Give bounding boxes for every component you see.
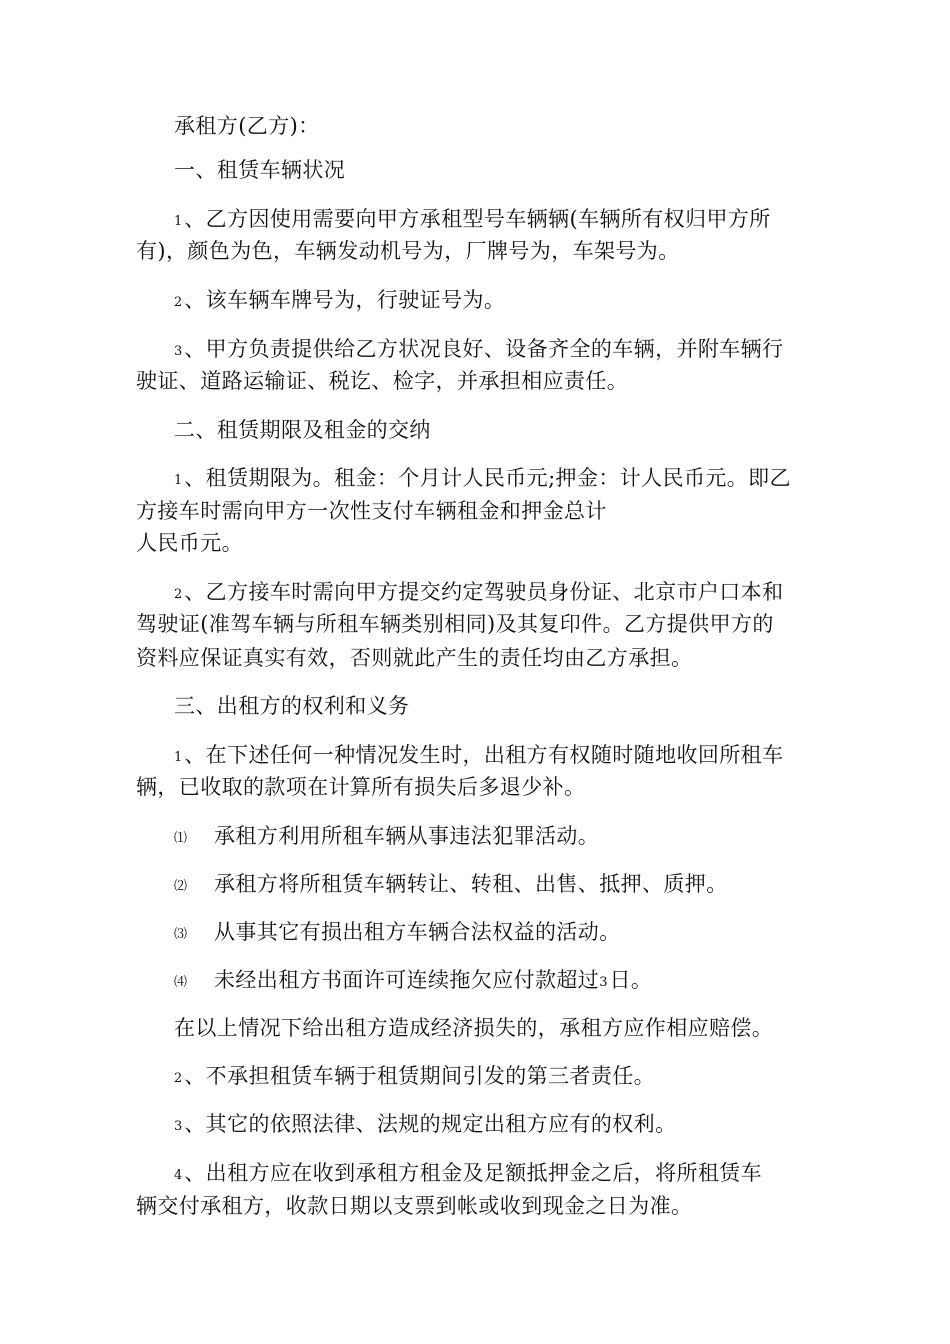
s3-summary: 在以上情况下给出租方造成经济损失的，承租方应作相应赔偿。 <box>174 1016 774 1040</box>
section-2-title: 二、租赁期限及租金的交纳 <box>174 418 431 442</box>
s3-item-3 <box>174 918 621 949</box>
s3-item-3-marker: ⑶ <box>174 927 188 942</box>
s3-item-1-text: 承租方利用所租车辆从事违法犯罪活动。 <box>214 824 600 848</box>
s3-p2-line-1 <box>174 1062 655 1093</box>
s2-p2-number: 2 <box>174 587 183 602</box>
s1-p1-text-1: 、乙方因使用需要向甲方承租型号车辆辆(车辆所有权归甲方所 <box>184 207 771 231</box>
s1-p3-text-1: 、甲方负责提供给乙方状况良好、设备齐全的车辆，并附车辆行 <box>184 337 784 361</box>
s3-p3-number: 3 <box>174 1119 183 1134</box>
s2-p1-line-3: 人民币元。 <box>136 531 243 555</box>
s3-item-4-tail: 日。 <box>609 968 653 992</box>
s3-item-1-marker: ⑴ <box>174 831 188 846</box>
s1-p1-number: 1 <box>174 214 183 229</box>
s3-item-3-text: 从事其它有损出租方车辆合法权益的活动。 <box>214 920 621 944</box>
s1-p2-line-1 <box>174 286 505 317</box>
s1-p3-line-2: 驶证、道路运输证、税讫、检字，并承担相应责任。 <box>136 369 629 393</box>
s3-p2-number: 2 <box>174 1071 183 1086</box>
s2-p1-text-1: 、租赁期限为。租金：个月计人民币元;押金：计人民币元。即乙 <box>184 466 791 490</box>
s1-p2-text-1: 、该车辆车牌号为，行驶证号为。 <box>184 288 506 312</box>
s3-item-4 <box>174 966 652 997</box>
s2-p2-line-3: 资料应保证真实有效，否则就此产生的责任均由乙方承担。 <box>136 646 693 670</box>
s3-p1-line-2: 辆，已收取的款项在计算所有损失后多退少补。 <box>136 775 586 799</box>
s2-p2-line-1 <box>174 578 783 609</box>
s3-p3-text-1: 、其它的依照法律、法规的规定出租方应有的权利。 <box>184 1112 677 1136</box>
s1-p1-line-1 <box>174 205 771 236</box>
s3-item-4-text: 未经出租方书面许可连续拖欠应付款超过 <box>214 968 600 992</box>
s3-item-2-marker: ⑵ <box>174 879 188 894</box>
section-1-title: 一、租赁车辆状况 <box>174 158 346 182</box>
s3-p4-text-1: 、出租方应在收到承租方租金及足额抵押金之后，将所租赁车 <box>184 1161 763 1185</box>
s1-p1-line-2: 有)，颜色为色，车辆发动机号为，厂牌号为，车架号为。 <box>136 239 680 263</box>
s3-p3-line-1 <box>174 1110 676 1141</box>
s1-p3-number: 3 <box>174 344 183 359</box>
s2-p1-line-2: 方接车时需向甲方一次性支付车辆租金和押金总计 <box>136 499 607 523</box>
s3-item-2-text: 承租方将所租赁车辆转让、转租、出售、抵押、质押。 <box>214 872 728 896</box>
s3-p1-text-1: 、在下述任何一种情况发生时，出租方有权随时随地收回所租车 <box>184 743 784 767</box>
s3-item-4-number: 3 <box>599 975 608 990</box>
s3-item-1 <box>174 822 599 853</box>
s2-p1-number: 1 <box>174 473 183 488</box>
s3-item-2 <box>174 870 728 901</box>
s3-p2-text-1: 、不承担租赁车辆于租赁期间引发的第三者责任。 <box>184 1064 656 1088</box>
s3-item-4-marker: ⑷ <box>174 975 188 990</box>
s2-p1-line-1 <box>174 464 791 495</box>
s3-p4-number: 4 <box>174 1168 183 1183</box>
s2-p2-text-1: 、乙方接车时需向甲方提交约定驾驶员身份证、北京市户口本和 <box>184 580 784 604</box>
s3-p4-line-1 <box>174 1159 762 1190</box>
section-3-title: 三、出租方的权利和义务 <box>174 694 410 718</box>
lessee-line: 承租方(乙方)： <box>174 114 320 138</box>
s3-p1-number: 1 <box>174 750 183 765</box>
s1-p3-line-1 <box>174 335 783 366</box>
s2-p2-line-2: 驾驶证(准驾车辆与所租车辆类别相同)及其复印件。乙方提供甲方的 <box>136 612 774 636</box>
s1-p2-number: 2 <box>174 295 183 310</box>
s3-p4-line-2: 辆交付承租方，收款日期以支票到帐或收到现金之日为准。 <box>136 1194 693 1218</box>
s3-p1-line-1 <box>174 741 783 772</box>
